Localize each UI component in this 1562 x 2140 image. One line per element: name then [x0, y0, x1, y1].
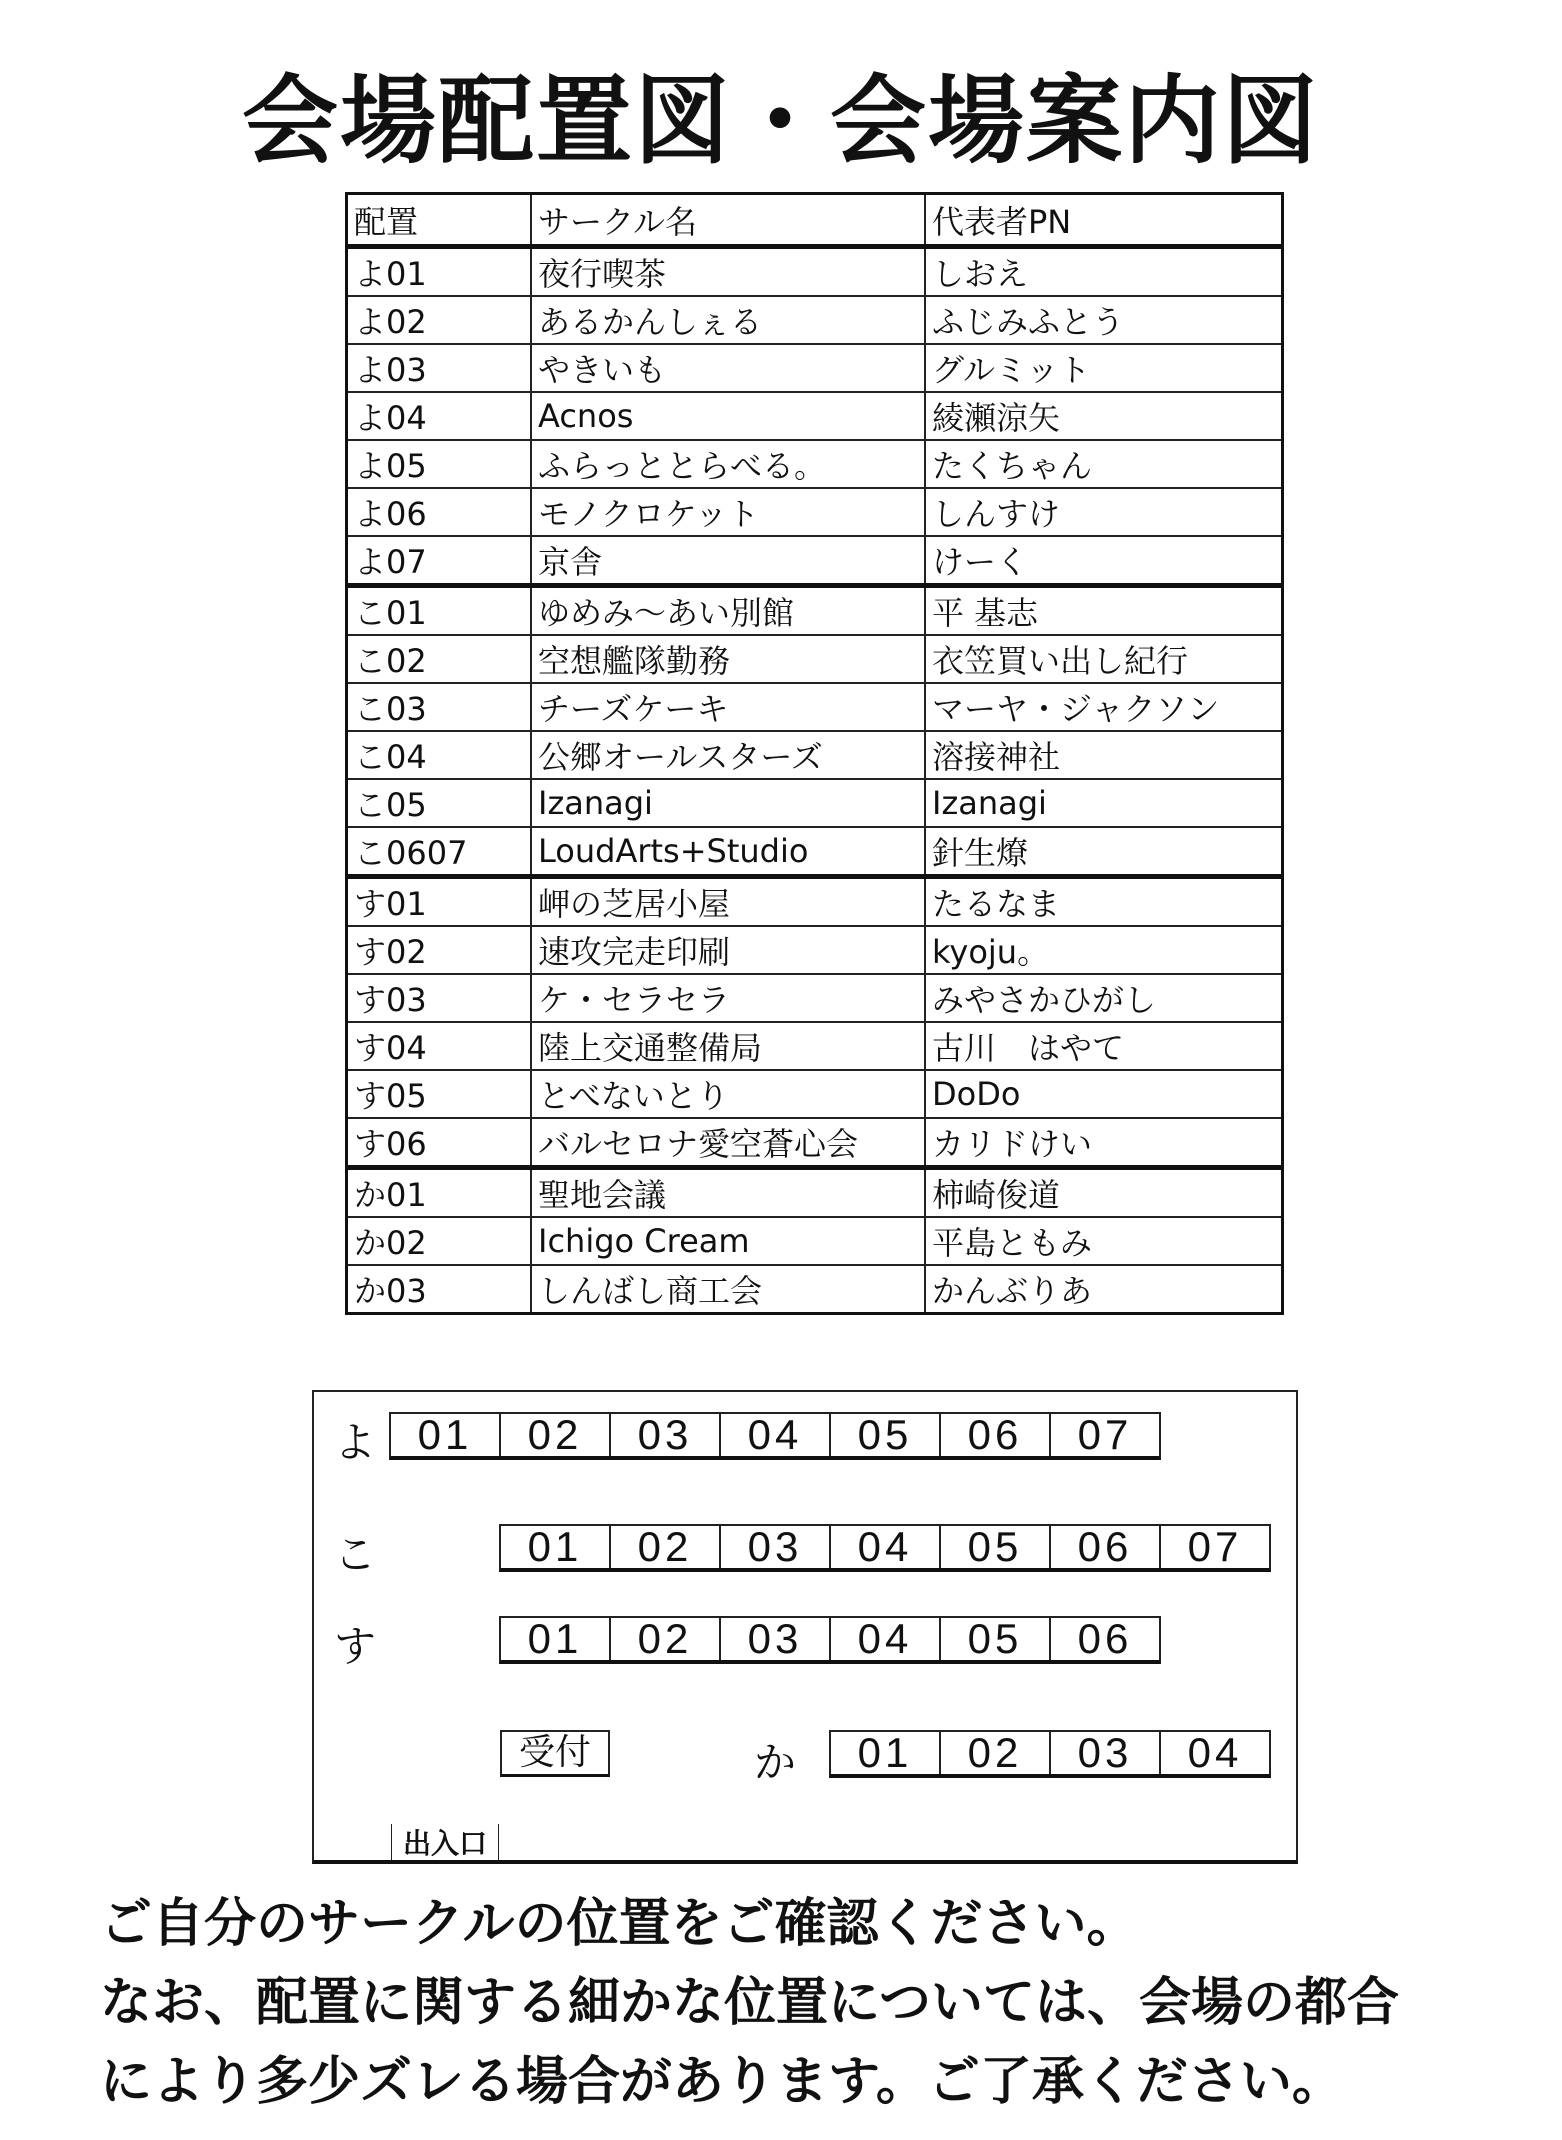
cell-representative: 柿崎俊道 [925, 1168, 1283, 1218]
table-row [347, 779, 1283, 827]
cell-placement: よ02 [347, 296, 532, 344]
cell-placement: す06 [347, 1118, 532, 1168]
map-row-yo [389, 1412, 1161, 1460]
cell-representative: しんすけ [925, 488, 1283, 536]
cell-representative: しおえ [925, 247, 1283, 297]
map-booth: 07 [1077, 1411, 1133, 1458]
cell-circle-name: 聖地会議 [531, 1168, 925, 1218]
cell-placement: よ01 [347, 247, 532, 297]
map-booth: 04 [831, 1526, 941, 1568]
table-row [347, 296, 1283, 344]
cell-circle-name: モノクロケット [531, 488, 925, 536]
col-header-placement: 配置 [347, 194, 532, 247]
cell-circle-name: ゆめみ～あい別館 [531, 586, 925, 636]
cell-circle-name: Izanagi [531, 779, 925, 827]
cell-representative: 古川 はやて [925, 1022, 1283, 1070]
cell-circle-name: ふらっととらべる。 [531, 440, 925, 488]
map-row-label-yo: よ [334, 1418, 377, 1467]
cell-representative: 衣笠買い出し紀行 [925, 635, 1283, 683]
table-row [347, 683, 1283, 731]
cell-placement: す03 [347, 974, 532, 1022]
map-row-label-su: す [334, 1622, 377, 1671]
map-booth: 04 [721, 1414, 831, 1456]
cell-placement: よ03 [347, 344, 532, 392]
col-header-representative: 代表者PN [925, 194, 1283, 247]
map-booth: 03 [1051, 1732, 1161, 1774]
cell-representative: グルミット [925, 344, 1283, 392]
table-row [347, 440, 1283, 488]
table-row [347, 827, 1283, 877]
cell-representative: DoDo [925, 1070, 1283, 1118]
venue-map [312, 1390, 1298, 1864]
map-booth: 02 [941, 1732, 1051, 1774]
table-row [347, 974, 1283, 1022]
cell-circle-name: LoudArts+Studio [531, 827, 925, 877]
cell-placement: か02 [347, 1217, 532, 1265]
cell-placement: す01 [347, 877, 532, 927]
page-title: 会場配置図・会場案内図 [242, 65, 1320, 177]
cell-circle-name: やきいも [531, 344, 925, 392]
table-row [347, 1168, 1283, 1218]
table-row [347, 1118, 1283, 1168]
map-booth: 02 [611, 1618, 721, 1660]
cell-circle-name: バルセロナ愛空蒼心会 [531, 1118, 925, 1168]
map-booth: 05 [941, 1526, 1051, 1568]
map-booth: 03 [611, 1414, 721, 1456]
cell-representative: kyoju。 [925, 926, 1283, 974]
circle-table [345, 192, 1284, 1315]
map-booth: 01 [391, 1414, 501, 1456]
cell-placement: こ0607 [347, 827, 532, 877]
cell-representative: けーく [925, 536, 1283, 586]
cell-placement: こ03 [347, 683, 532, 731]
map-booth: 01 [831, 1732, 941, 1774]
table-header-row [347, 194, 1283, 247]
map-booth: 03 [721, 1526, 831, 1568]
reception-desk: 受付 [500, 1730, 610, 1777]
map-booth: 04 [1187, 1729, 1243, 1776]
cell-circle-name: 速攻完走印刷 [531, 926, 925, 974]
map-booth: 06 [1077, 1615, 1133, 1662]
cell-representative: たくちゃん [925, 440, 1283, 488]
table-body [347, 247, 1283, 1314]
cell-placement: す05 [347, 1070, 532, 1118]
map-booth: 04 [831, 1618, 941, 1660]
cell-placement: こ04 [347, 731, 532, 779]
table-row [347, 731, 1283, 779]
note-line: なお、配置に関する細かな位置については、会場の都合 [100, 1973, 1399, 2033]
cell-representative: ふじみふとう [925, 296, 1283, 344]
cell-placement: よ06 [347, 488, 532, 536]
map-booth: 02 [501, 1414, 611, 1456]
cell-placement: よ05 [347, 440, 532, 488]
table-row [347, 877, 1283, 927]
cell-representative: 綾瀬涼矢 [925, 392, 1283, 440]
cell-circle-name: 京舎 [531, 536, 925, 586]
cell-representative: みやさかひがし [925, 974, 1283, 1022]
cell-placement: こ01 [347, 586, 532, 636]
cell-representative: たるなま [925, 877, 1283, 927]
map-booth: 06 [941, 1414, 1051, 1456]
cell-representative: 平 基志 [925, 586, 1283, 636]
map-row-ko [499, 1524, 1271, 1572]
cell-placement: こ05 [347, 779, 532, 827]
map-booth: 02 [611, 1526, 721, 1568]
cell-circle-name: しんばし商工会 [531, 1265, 925, 1314]
map-row-ka [829, 1730, 1271, 1778]
col-header-circle-name: サークル名 [531, 194, 925, 247]
cell-placement: か03 [347, 1265, 532, 1314]
cell-circle-name: チーズケーキ [531, 683, 925, 731]
map-booth: 06 [1051, 1526, 1161, 1568]
map-booth: 07 [1187, 1523, 1243, 1570]
cell-representative: Izanagi [925, 779, 1283, 827]
cell-representative: マーヤ・ジャクソン [925, 683, 1283, 731]
table-row [347, 635, 1283, 683]
cell-placement: よ07 [347, 536, 532, 586]
map-booth: 05 [941, 1618, 1051, 1660]
table-row [347, 1217, 1283, 1265]
table-row [347, 247, 1283, 297]
map-row-label-ka: か [754, 1738, 797, 1787]
table-row [347, 1022, 1283, 1070]
table-row [347, 488, 1283, 536]
note-line: により多少ズレる場合があります。ご了承ください。 [100, 2052, 1344, 2112]
cell-circle-name: 公郷オールスターズ [531, 731, 925, 779]
notes [100, 1885, 1399, 2122]
table-row [347, 586, 1283, 636]
cell-circle-name: Acnos [531, 392, 925, 440]
map-booth: 03 [721, 1618, 831, 1660]
note-line: ご自分のサークルの位置をご確認ください。 [100, 1894, 1139, 1954]
map-booth: 01 [501, 1526, 611, 1568]
cell-circle-name: 岬の芝居小屋 [531, 877, 925, 927]
cell-placement: か01 [347, 1168, 532, 1218]
table-row [347, 1265, 1283, 1314]
cell-representative: 針生燎 [925, 827, 1283, 877]
cell-placement: よ04 [347, 392, 532, 440]
cell-representative: カリドけい [925, 1118, 1283, 1168]
cell-representative: かんぶりあ [925, 1265, 1283, 1314]
map-booth: 01 [501, 1618, 611, 1660]
cell-circle-name: あるかんしぇる [531, 296, 925, 344]
cell-placement: す04 [347, 1022, 532, 1070]
cell-circle-name: とべないとり [531, 1070, 925, 1118]
entrance: 出入口 [391, 1824, 499, 1860]
cell-representative: 溶接神社 [925, 731, 1283, 779]
cell-placement: こ02 [347, 635, 532, 683]
table-row [347, 392, 1283, 440]
table-row [347, 1070, 1283, 1118]
map-booth: 05 [831, 1414, 941, 1456]
cell-circle-name: 夜行喫茶 [531, 247, 925, 297]
cell-circle-name: 陸上交通整備局 [531, 1022, 925, 1070]
cell-circle-name: 空想艦隊勤務 [531, 635, 925, 683]
table-row [347, 536, 1283, 586]
map-row-label-ko: こ [334, 1530, 377, 1579]
table-row [347, 926, 1283, 974]
cell-circle-name: ケ・セラセラ [531, 974, 925, 1022]
table-row [347, 344, 1283, 392]
cell-placement: す02 [347, 926, 532, 974]
cell-circle-name: Ichigo Cream [531, 1217, 925, 1265]
cell-representative: 平島ともみ [925, 1217, 1283, 1265]
map-row-su [499, 1616, 1161, 1664]
